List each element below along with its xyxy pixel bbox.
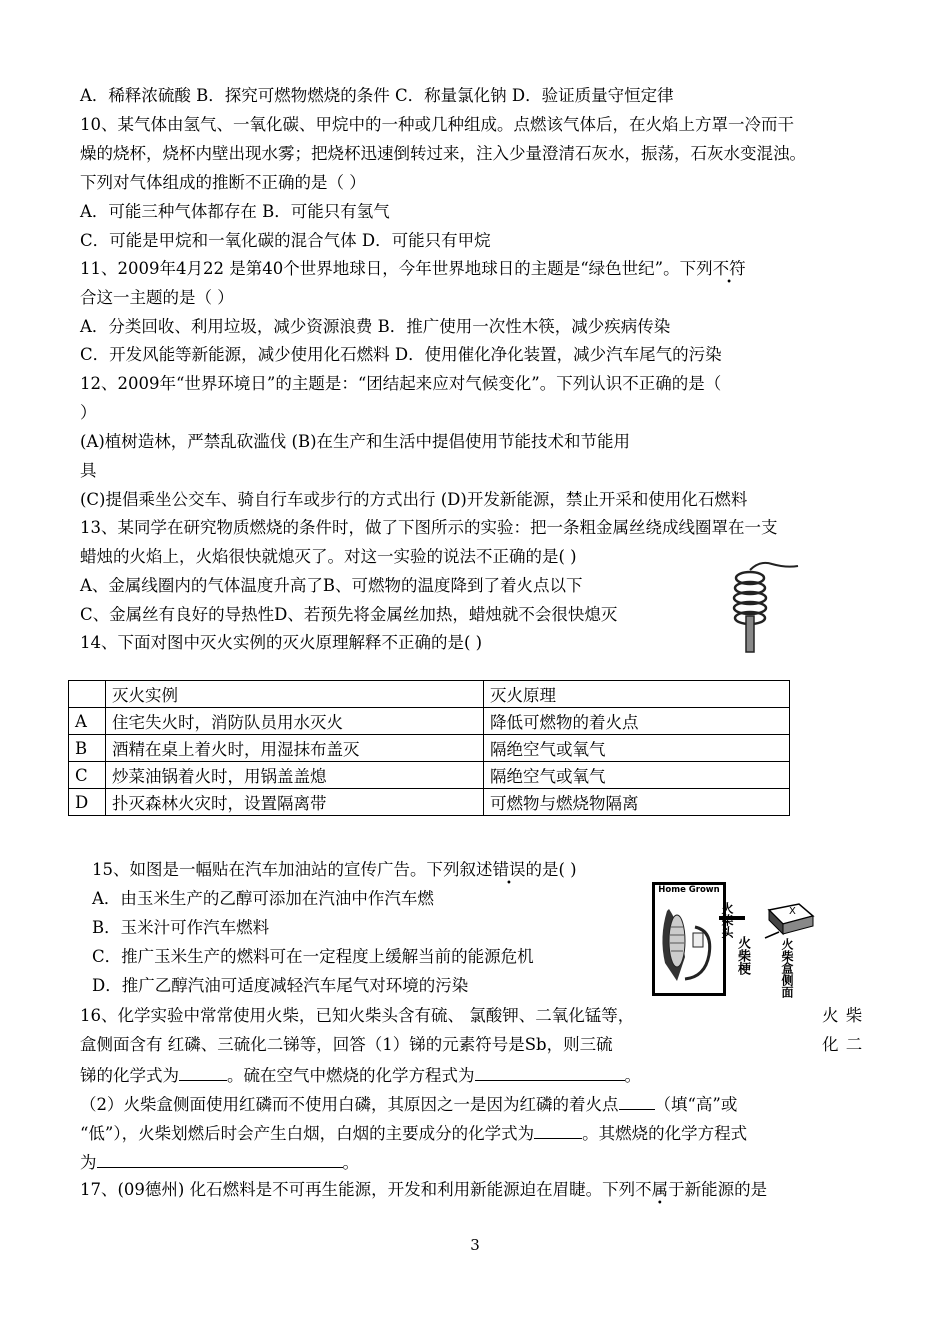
q11-text: 11、2009年4月22 是第40个世界地球日，今年世界地球日的主题是“绿色世纪”。下列 (80, 259, 713, 278)
line-q11-a-b: A．分类回收、利用垃圾，减少资源浪费 B．推广使用一次性木筷，减少疾病传染 (80, 317, 671, 336)
line-q13-1: 13、某同学在研究物质燃烧的条件时，做了下图所示的实验：把一条粗金属丝绕成线圈罩在一支 (80, 518, 778, 537)
line-q12-1: 12、2009年“世界环境日”的主题是：“团结起来应对气候变化”。下列认识不正确的是（ (80, 374, 722, 393)
poster-title: Home Grown (658, 885, 720, 895)
q16-l4b: （填“高”或 (654, 1095, 738, 1114)
table-row (69, 708, 790, 735)
line-q13-2: 蜡烛的火焰上，火焰很快就熄灭了。对这一实验的说法不正确的是( ) (80, 547, 577, 566)
table-header-cell: 灭火原理 (484, 681, 790, 708)
q16-l3b: 。硫在空气中燃烧的化学方程式为 (227, 1066, 475, 1085)
line-q12-2: ） (80, 403, 97, 422)
table-cell: 住宅失火时，消防队员用水灭火 (106, 708, 484, 735)
q17-pre: 17、(09德州) 化石燃料是不可再生能源，开发和利用新能源迫在眉睫。下列 (80, 1180, 636, 1199)
q17-post: 新能源的是 (684, 1180, 768, 1199)
table-cell: A (69, 708, 106, 735)
q15-emphasis: 错误 (492, 860, 526, 879)
line-q14: 14、下面对图中灭火实例的灭火原理解释不正确的是( ) (80, 633, 483, 652)
line-q16-2: 盒侧面含有 红磷、三硫化二锑等，回答（1）锑的元素符号是Sb，则三硫 (80, 1035, 613, 1054)
line-q10-2: 燥的烧杯，烧杯内壁出现水雾；把烧杯迅速倒转过来，注入少量澄清石灰水，振荡，石灰水变混浊。 (80, 144, 806, 163)
table-header-cell (69, 681, 106, 708)
line-q16-6 (80, 1151, 359, 1173)
q16-l6b: 。 (342, 1153, 359, 1172)
q17-emphasis: 不属于 (635, 1180, 685, 1199)
line-q15-c: C．推广玉米生产的燃料可在一定程度上缓解当前的能源危机 (92, 947, 534, 966)
line-q15-a: A．由玉米生产的乙醇可添加在汽油中作汽车燃 (92, 889, 434, 908)
line-q15-stem (92, 860, 577, 880)
answer-blank[interactable] (475, 1064, 625, 1081)
line-q16-1: 16、化学实验中常常使用火柴，已知火柴头含有硫、 氯酸钾、二氧化锰等， (80, 1006, 635, 1025)
table-header-row (69, 681, 790, 708)
answer-blank[interactable] (97, 1151, 343, 1168)
extinguish-table (68, 680, 790, 816)
q16-l3c: 。 (624, 1066, 641, 1085)
line-q17 (80, 1180, 767, 1200)
matchbox-mark: X (789, 906, 796, 917)
line-q15-b: B．玉米汁可作汽车燃料 (92, 918, 270, 937)
table-row (69, 789, 790, 816)
q16-l3a: 锑的化学式为 (80, 1066, 179, 1085)
corn-icon (655, 897, 723, 991)
page-number: 3 (470, 1236, 480, 1254)
table-cell: 降低可燃物的着火点 (484, 708, 790, 735)
table-row (69, 735, 790, 762)
table-cell: 扑灭森林火灾时，设置隔离带 (106, 789, 484, 816)
line-q11-2: 合这一主题的是（ ） (80, 288, 234, 307)
match-head-label: 火柴头 (720, 902, 734, 938)
table-cell: 炒菜油锅着火时，用锅盖盖熄 (106, 762, 484, 789)
table-cell: 隔绝空气或氧气 (484, 735, 790, 762)
answer-blank[interactable] (619, 1093, 655, 1110)
line-q12-b-cont: 具 (80, 461, 97, 480)
line-q10-a-b: A．可能三种气体都存在 B．可能只有氢气 (80, 202, 390, 221)
q15-stem-post: 的是( ) (525, 860, 577, 879)
line-q15-d: D．推广乙醇汽油可适度减轻汽车尾气对环境的污染 (92, 976, 469, 995)
line-q10-1: 10、某气体由氢气、一氧化碳、甲烷中的一种或几种组成。点燃该气体后，在火焰上方罩一冷而干 (80, 115, 794, 134)
answer-blank[interactable] (534, 1122, 582, 1139)
match-figure (715, 900, 835, 1040)
line-q11-c-d: C．开发风能等新能源，减少使用化石燃料 D．使用催化净化装置，减少汽车尾气的污染 (80, 345, 722, 364)
line-q10-c-d: C．可能是甲烷和一氧化碳的混合气体 D．可能只有甲烷 (80, 231, 491, 250)
line-q13-c-d: C、金属丝有良好的导热性D、若预先将金属丝加热，蜡烛就不会很快熄灭 (80, 605, 618, 624)
q15-stem-pre: 15、如图是一幅贴在汽车加油站的宣传广告。下列叙述 (92, 860, 493, 879)
line-q16-2-right: 化 二 (822, 1035, 864, 1054)
matchbox-side-label: 火柴盒侧面 (780, 938, 794, 998)
answer-blank[interactable] (179, 1064, 227, 1081)
table-header-cell: 灭火实例 (106, 681, 484, 708)
line-q12-a-b: (A)植树造林，严禁乱砍滥伐 (B)在生产和生活中提倡使用节能技术和节能用 (80, 432, 631, 451)
line-q11-1 (80, 259, 746, 279)
line-q16-5 (80, 1122, 747, 1144)
table-cell: 隔绝空气或氧气 (484, 762, 790, 789)
q11-emphasis: 不符 (712, 259, 746, 278)
line-q9-options: A．稀释浓硫酸 B．探究可燃物燃烧的条件 C．称量氯化钠 D．验证质量守恒定律 (80, 86, 674, 105)
line-q16-4 (80, 1093, 737, 1115)
line-q12-c-d: (C)提倡乘坐公交车、骑自行车或步行的方式出行 (D)开发新能源，禁止开采和使用化石燃料 (80, 490, 748, 509)
q16-l5b: 。其燃烧的化学方程式 (582, 1124, 748, 1143)
line-q10-3: 下列对气体组成的推断不正确的是（ ） (80, 173, 366, 192)
line-q16-1-right: 火 柴 (822, 1006, 864, 1025)
line-q13-a-b: A、金属线圈内的气体温度升高了B、可燃物的温度降到了着火点以下 (80, 576, 583, 595)
line-q16-3 (80, 1064, 641, 1086)
table-cell: B (69, 735, 106, 762)
q16-l5a: “低”），火柴划燃后时会产生白烟，白烟的主要成分的化学式为 (80, 1124, 535, 1143)
table-cell: C (69, 762, 106, 789)
q16-l6a: 为 (80, 1153, 97, 1172)
table-cell: D (69, 789, 106, 816)
coil-candle-figure (720, 558, 810, 653)
table-cell: 可燃物与燃烧物隔离 (484, 789, 790, 816)
table-cell: 酒精在桌上着火时，用湿抹布盖灭 (106, 735, 484, 762)
match-stick-label: 火柴梗 (735, 936, 750, 975)
table-row (69, 762, 790, 789)
q16-l4a: （2）火柴盒侧面使用红磷而不使用白磷，其原因之一是因为红磷的着火点 (80, 1095, 619, 1114)
